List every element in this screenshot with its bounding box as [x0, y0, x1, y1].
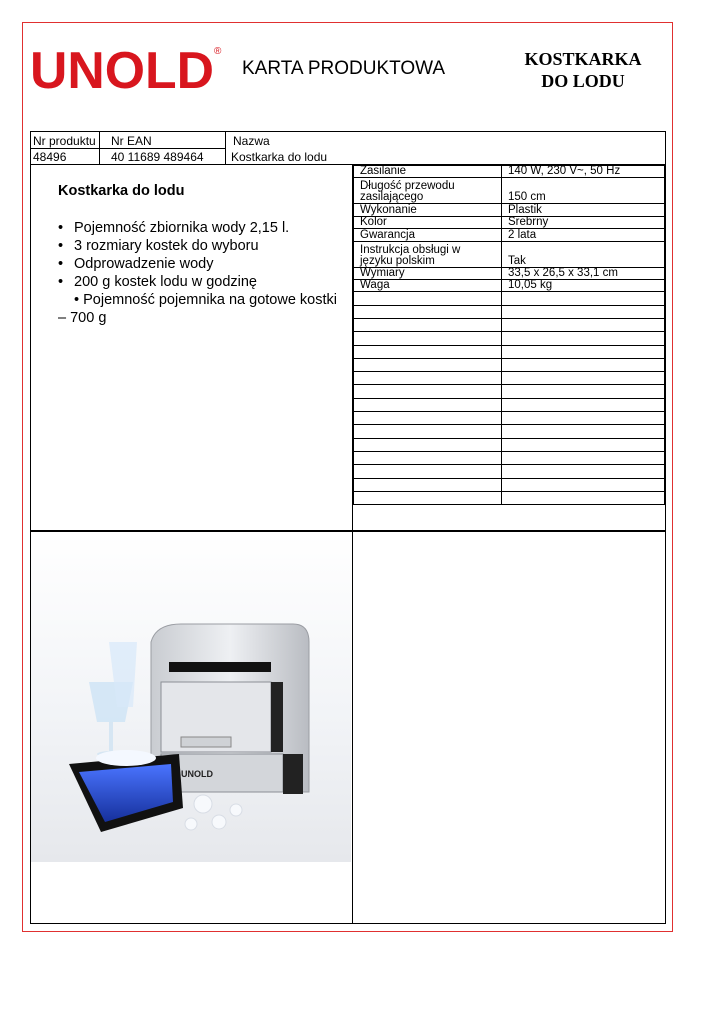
spec-value: 150 cm	[502, 178, 665, 204]
spec-empty-cell	[354, 345, 502, 358]
features-list	[58, 219, 338, 327]
spec-value: 140 W, 230 V~, 50 Hz	[502, 166, 665, 178]
spec-empty-cell	[354, 438, 502, 451]
spec-empty-cell	[354, 412, 502, 425]
nazwa-cell	[231, 132, 431, 164]
spec-empty-row	[354, 332, 665, 345]
spec-empty-row	[354, 425, 665, 438]
spec-empty-cell	[502, 465, 665, 478]
spec-row	[354, 204, 665, 216]
document-title: KARTA PRODUKTOWA	[242, 58, 446, 79]
feature-text: Odprowadzenie wody	[74, 256, 214, 272]
bullet-icon: •	[58, 220, 64, 236]
spec-empty-row	[354, 372, 665, 385]
info-col-divider	[225, 132, 226, 164]
spec-empty-cell	[502, 425, 665, 438]
spec-row	[354, 166, 665, 178]
spec-row	[354, 267, 665, 279]
spec-value: 33,5 x 26,5 x 33,1 cm	[502, 267, 665, 279]
product-title	[508, 48, 658, 92]
feature-item	[58, 273, 338, 291]
product-title-line1: KOSTKARKA	[524, 49, 642, 69]
feature-item	[58, 291, 338, 327]
spec-empty-cell	[502, 372, 665, 385]
appliance-logo: UNOLD	[181, 769, 213, 779]
nr-ean-value: 40 11689 489464	[111, 150, 204, 164]
spec-empty-cell	[502, 305, 665, 318]
spec-empty-row	[354, 465, 665, 478]
nazwa-value: Kostkarka do lodu	[231, 150, 328, 164]
nazwa-label: Nazwa	[233, 134, 270, 148]
bullet-icon: •	[58, 238, 64, 254]
product-photo	[31, 532, 351, 862]
spec-empty-row	[354, 358, 665, 371]
spec-empty-cell	[354, 385, 502, 398]
spec-empty-cell	[502, 358, 665, 371]
spec-empty-cell	[502, 451, 665, 464]
spec-row	[354, 216, 665, 228]
spec-empty-cell	[502, 438, 665, 451]
nr-produktu-value: 48496	[33, 150, 67, 164]
product-info-table	[30, 131, 666, 165]
info-col-divider	[99, 132, 100, 164]
spec-row	[354, 229, 665, 241]
feature-item	[58, 219, 338, 237]
spec-empty-row	[354, 398, 665, 411]
nr-ean-cell	[111, 132, 221, 164]
spec-table	[353, 165, 665, 505]
spec-label: Wykonanie	[354, 204, 502, 216]
product-title-line2: DO LODU	[541, 71, 625, 91]
spec-empty-row	[354, 438, 665, 451]
features-title: Kostkarka do lodu	[58, 183, 185, 199]
spec-empty-cell	[354, 465, 502, 478]
spec-value: 10,05 kg	[502, 279, 665, 291]
spec-empty-cell	[502, 491, 665, 504]
spec-label: Zasilanie	[354, 166, 502, 178]
feature-text: Pojemność pojemnika na gotowe kostki – 700 g	[58, 292, 337, 326]
spec-empty-cell	[502, 318, 665, 331]
svg-text:UNOLD: UNOLD	[30, 44, 214, 92]
spec-row	[354, 178, 665, 204]
spec-empty-cell	[502, 398, 665, 411]
bullet-icon: •	[58, 274, 64, 290]
unold-logo	[30, 44, 226, 92]
bullet-icon: •	[58, 256, 64, 272]
spec-label: Waga	[354, 279, 502, 291]
spec-value: Plastik	[502, 204, 665, 216]
spec-value: 2 lata	[502, 229, 665, 241]
feature-text: 200 g kostek lodu w godzinę	[74, 274, 257, 290]
spec-empty-row	[354, 412, 665, 425]
bullet-icon: •	[74, 292, 84, 308]
spec-label: Kolor	[354, 216, 502, 228]
spec-empty-cell	[354, 425, 502, 438]
spec-value: Srebrny	[502, 216, 665, 228]
spec-empty-cell	[354, 491, 502, 504]
spec-empty-cell	[354, 318, 502, 331]
nr-produktu-label: Nr produktu	[33, 134, 96, 148]
feature-text: 3 rozmiary kostek do wyboru	[74, 238, 259, 254]
spec-label: Instrukcja obsługi w języku polskim	[354, 241, 502, 267]
feature-text: Pojemność zbiornika wody 2,15 l.	[74, 220, 290, 236]
features-block	[58, 183, 338, 327]
spec-empty-row	[354, 385, 665, 398]
spec-empty-cell	[354, 478, 502, 491]
spec-empty-cell	[502, 412, 665, 425]
spec-empty-cell	[354, 358, 502, 371]
spec-empty-row	[354, 345, 665, 358]
spec-empty-row	[354, 491, 665, 504]
spec-label: Wymiary	[354, 267, 502, 279]
spec-empty-cell	[354, 398, 502, 411]
spec-empty-cell	[354, 372, 502, 385]
spec-empty-cell	[502, 385, 665, 398]
spec-empty-cell	[354, 292, 502, 305]
spec-label: Gwarancja	[354, 229, 502, 241]
spec-empty-row	[354, 478, 665, 491]
feature-item	[58, 255, 338, 273]
spec-label: Długość przewodu zasilającego	[354, 178, 502, 204]
spec-row	[354, 279, 665, 291]
spec-value: Tak	[502, 241, 665, 267]
feature-item	[58, 237, 338, 255]
svg-text:®: ®	[214, 46, 222, 57]
nr-produktu-cell	[33, 132, 99, 164]
spec-empty-cell	[354, 305, 502, 318]
spec-empty-cell	[354, 451, 502, 464]
nr-ean-label: Nr EAN	[111, 134, 152, 148]
spec-empty-cell	[502, 292, 665, 305]
spec-empty-cell	[502, 478, 665, 491]
spec-empty-row	[354, 451, 665, 464]
spec-empty-row	[354, 318, 665, 331]
spec-empty-cell	[502, 345, 665, 358]
spec-empty-row	[354, 305, 665, 318]
spec-empty-row	[354, 292, 665, 305]
spec-empty-cell	[354, 332, 502, 345]
spec-row	[354, 241, 665, 267]
spec-empty-cell	[502, 332, 665, 345]
